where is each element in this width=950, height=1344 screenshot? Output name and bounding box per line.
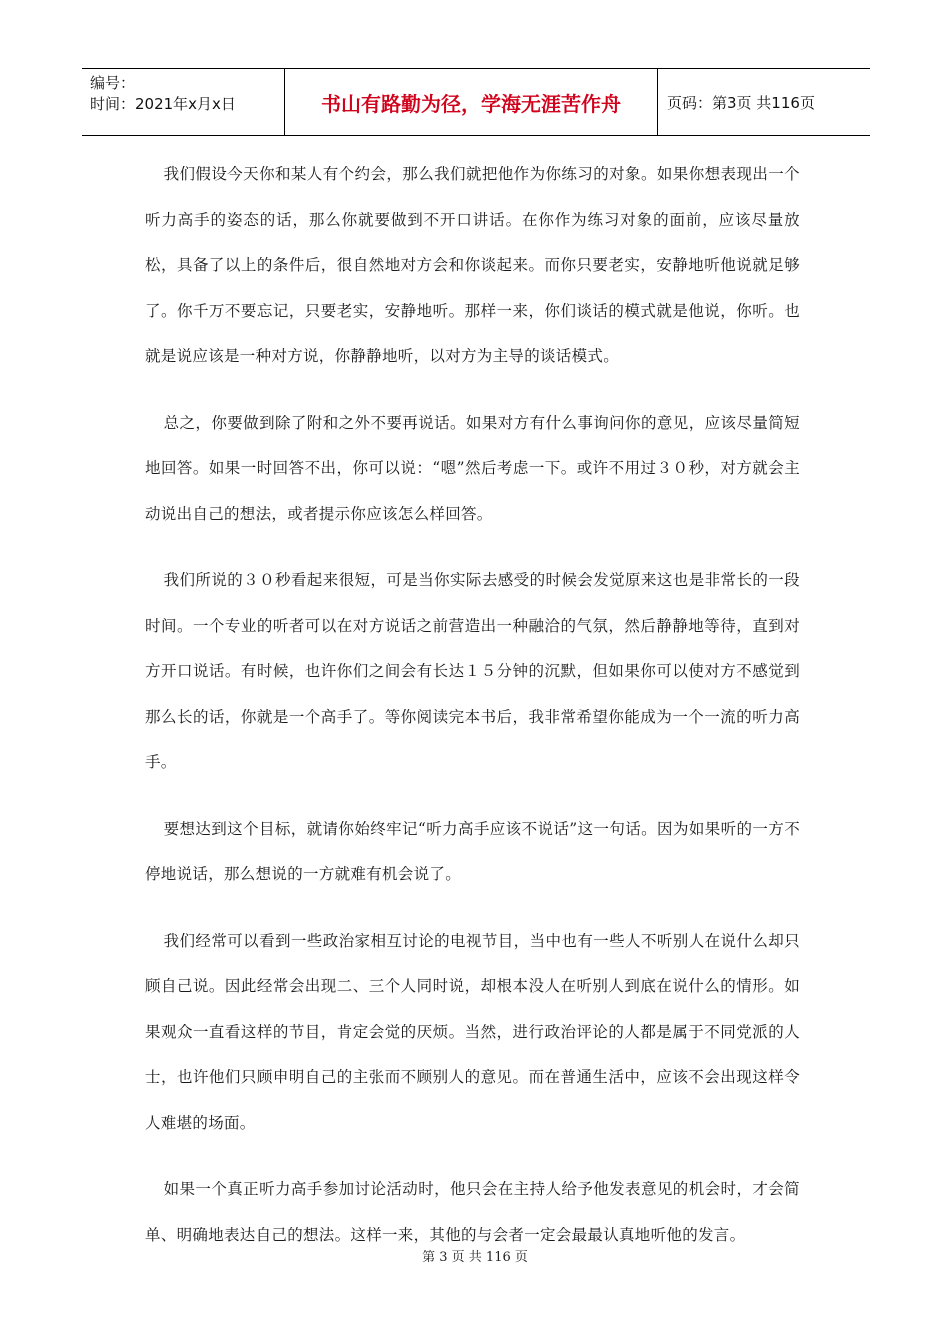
header-motto: 书山有路勤为径，学海无涯苦作舟 bbox=[284, 69, 658, 135]
document-date: 时间：2021年x月x日 bbox=[90, 95, 236, 113]
document-body bbox=[145, 152, 800, 1279]
header-info bbox=[82, 69, 284, 135]
document-number-label: 编号： bbox=[90, 74, 136, 92]
page-footer: 第 3 页 共 116 页 bbox=[422, 1250, 528, 1265]
paragraph: 我们假设今天你和某人有个约会，那么我们就把他作为你练习的对象。如果你想表现出一个听力高手的姿态的话，那么你就要做到不开口讲话。在你作为练习对象的面前，应该尽量放松，具备了以上的条件后，很自然地对方会和你谈起来。而你只要老实，安静地听他说就足够了。你千万不要忘记，只要老实，安静地听。那样一来，你们谈话的模式就是他说，你听。也就是说应该是一种对方说，你静静地听，以对方为主导的谈话模式。 bbox=[145, 165, 800, 365]
paragraph: 要想达到这个目标，就请你始终牢记“听力高手应该不说话”这一句话。因为如果听的一方不停地说话，那么想说的一方就难有机会说了。 bbox=[145, 819, 800, 883]
paragraph: 我们所说的３０秒看起来很短，可是当你实际去感受的时候会发觉原来这也是非常长的一段时间。一个专业的听者可以在对方说话之前营造出一种融洽的气氛，然后静静地等待，直到对方开口说话。有时候，也许你们之间会有长达１５分钟的沉默，但如果你可以使对方不感觉到那么长的话，你就是一个高手了。等你阅读完本书后，我非常希望你能成为一个一流的听力高手。 bbox=[145, 571, 800, 771]
paragraph: 如果一个真正听力高手参加讨论活动时，他只会在主持人给予他发表意见的机会时，才会简单、明确地表达自己的想法。这样一来，其他的与会者一定会最最认真地听他的发言。 bbox=[145, 1180, 800, 1244]
header-page-number: 页码：第3页 共116页 bbox=[667, 93, 815, 112]
page-header bbox=[82, 68, 870, 136]
paragraph: 总之，你要做到除了附和之外不要再说话。如果对方有什么事询问你的意见，应该尽量简短地回答。如果一时回答不出，你可以说：“嗯”然后考虑一下。或许不用过３０秒，对方就会主动说出自己的想法，或者提示你应该怎么样回答。 bbox=[145, 413, 800, 523]
paragraph: 我们经常可以看到一些政治家相互讨论的电视节目，当中也有一些人不听别人在说什么却只顾自己说。因此经常会出现二、三个人同时说，却根本没人在听别人到底在说什么的情形。如果观众一直看这样的节目，肯定会觉的厌烦。当然，进行政治评论的人都是属于不同党派的人士，也许他们只顾申明自己的主张而不顾别人的意见。而在普通生活中，应该不会出现这样令人难堪的场面。 bbox=[145, 931, 800, 1132]
